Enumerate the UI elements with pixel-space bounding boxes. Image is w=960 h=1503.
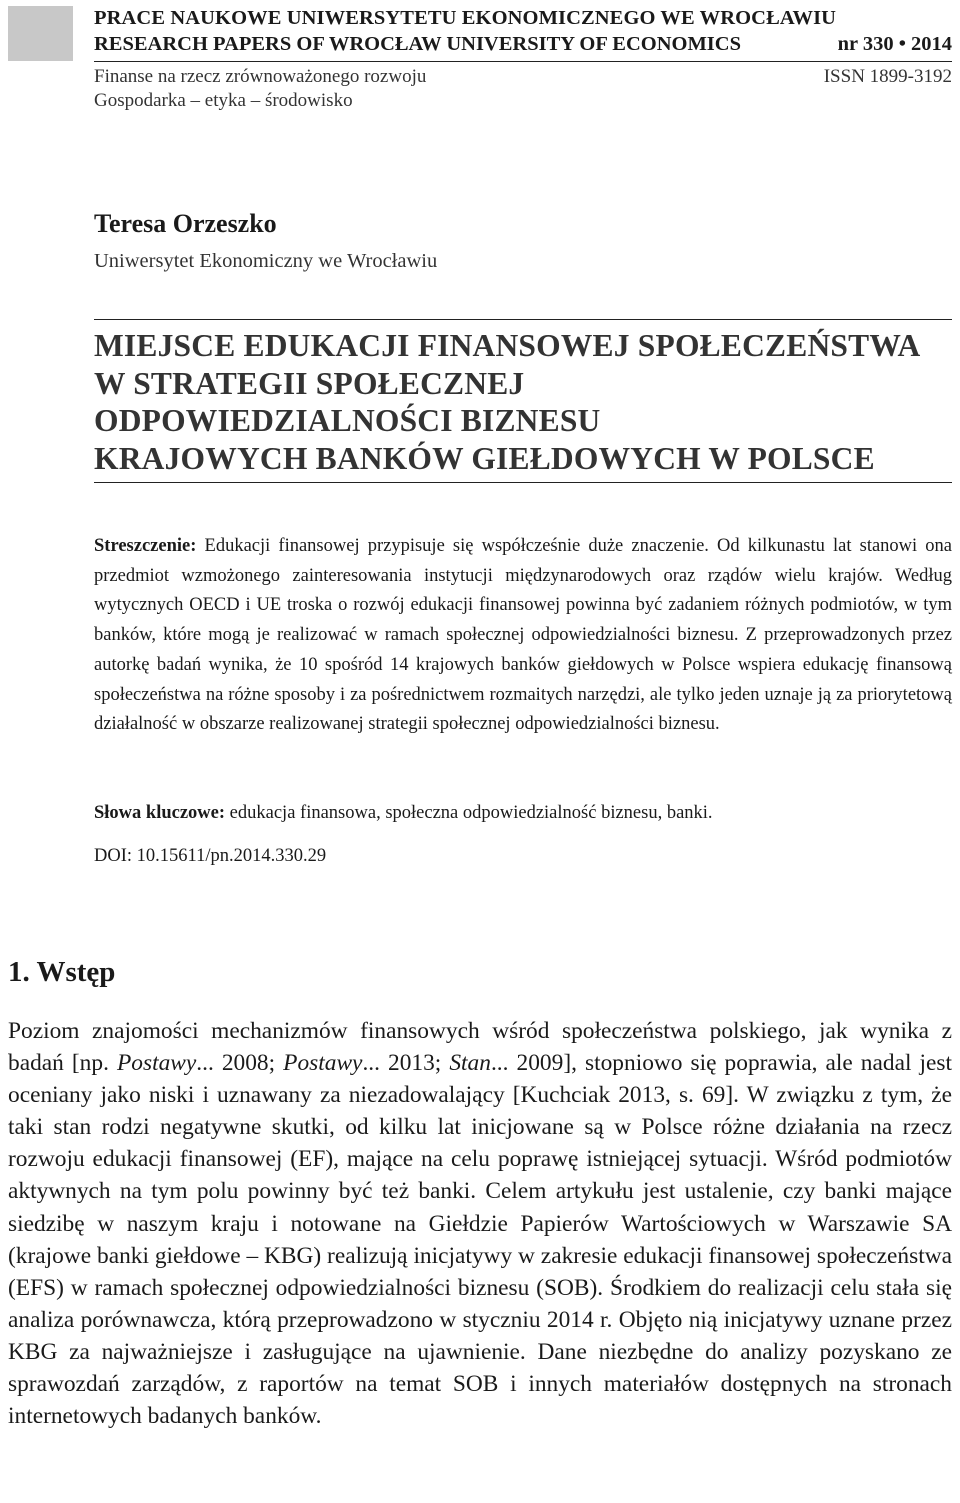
title-line: W STRATEGII SPOŁECZNEJ: [94, 365, 525, 401]
header-gray-block: [8, 6, 73, 61]
intro-text: ... 2009], stopniowo się poprawia, ale nadal jest oceniany jako niski i uznawany za niezadowalający [Kuchciak 2013, s. 69]. W związku z tym, że taki stan rodzi negatywne skutki, od kilku lat inicjowane są w Polsce różne działania na rzecz rozwoju edukacji finansowej (EF), mające na celu poprawę istniejącej sytuacji. Wśród podmiotów aktywnych na tym polu powinny być też banki. Celem artykułu jest ustalenie, czy banki mające siedzibę w naszym kraju i notowane na Giełdzie Papierów Wartościowych w Warszawie SA (krajowe banki giełdowe – KBG) realizują inicjatywy w zakresie edukacji finansowej społeczeństwa (EFS) w ramach społecznej odpowiedzialności biznesu (SOB). Środkiem do realizacji celu stała się analiza porównawcza, którą przeprowadzono w styczniu 2014 r. Objęto nią inicjatywy uznane przez KBG za najważniejsze i zasługujące na ujawnienie. Dane niezbędne do analizy pozyskano ze sprawozdań zarządów, z raportów na temat SOB i innych materiałów dostępnych na stronach internetowych badanych banków.: [8, 1050, 952, 1430]
journal-title-en-row: [94, 31, 952, 57]
header-rule: [94, 61, 952, 62]
series-line-2: Gospodarka – etyka – środowisko: [94, 90, 353, 111]
issn: ISSN 1899-3192: [823, 66, 952, 87]
intro-text: Poziom znajomości mechanizmów finansowych wśród społeczeństwa polskiego, jak wynika z badań [np.: [8, 1018, 952, 1077]
intro-text: ... 2008;: [196, 1050, 284, 1077]
citation: Stan: [449, 1050, 491, 1077]
title-line: ODPOWIEDZIALNOŚCI BIZNESU: [94, 403, 601, 438]
author-affiliation: Uniwersytet Ekonomiczny we Wrocławiu: [94, 250, 438, 272]
title-rule-top: [94, 319, 952, 320]
paper-title: [94, 327, 952, 477]
keywords: [94, 799, 952, 827]
abstract-text: Edukacji finansowej przypisuje się współcześnie duże znaczenie. Od kilkunastu lat stanowi ona przedmiot wzmożonego zainteresowania instytucji międzynarodowych oraz rządów wielu krajów. Według wytycznych OECD i UE troska o rozwój edukacji finansowej powinna być zadaniem różnych podmiotów, w tym banków, które mogą je realizować w ramach społecznej odpowiedzialności biznesu. Z przeprowadzonych przez autorkę badań wynika, że 10 spośród 14 krajowych banków giełdowych w Polsce wspiera edukację finansową społeczeństwa na różne sposoby i za pośrednictwem rozmaitych narzędzi, ale tylko jeden uznaje ją za priorytetową działalność w obszarze realizowanej strategii społecznej odpowiedzialności biznesu.: [94, 536, 953, 735]
keywords-text: edukacja finansowa, społeczna odpowiedzialność biznesu, banki.: [229, 803, 713, 823]
series-block: [94, 65, 952, 113]
journal-title-en: RESEARCH PAPERS OF WROCŁAW UNIVERSITY OF ECONOMICS: [94, 33, 741, 55]
author-name: Teresa Orzeszko: [94, 209, 277, 238]
intro-text: ... 2013;: [362, 1050, 450, 1077]
title-rule-bottom: [94, 482, 952, 483]
abstract-label: Streszczenie:: [94, 536, 197, 556]
issue-number: nr 330 • 2014: [837, 33, 952, 55]
doi: DOI: 10.15611/pn.2014.330.29: [94, 846, 327, 866]
intro-paragraph: [8, 1015, 952, 1432]
series-line-1: Finanse na rzecz zrównoważonego rozwoju: [94, 66, 427, 87]
citation: Postawy: [283, 1050, 363, 1077]
citation: Postawy: [116, 1050, 197, 1077]
section-title: 1. Wstęp: [8, 956, 116, 988]
journal-title-pl: PRACE NAUKOWE UNIWERSYTETU EKONOMICZNEGO WE WROCŁAWIU: [94, 7, 837, 29]
keywords-label: Słowa kluczowe:: [94, 803, 226, 823]
title-line: KRAJOWYCH BANKÓW GIEŁDOWYCH W POLSCE: [94, 440, 875, 476]
title-line: MIEJSCE EDUKACJI FINANSOWEJ SPOŁECZEŃSTWA: [94, 328, 921, 363]
abstract: [94, 532, 952, 740]
